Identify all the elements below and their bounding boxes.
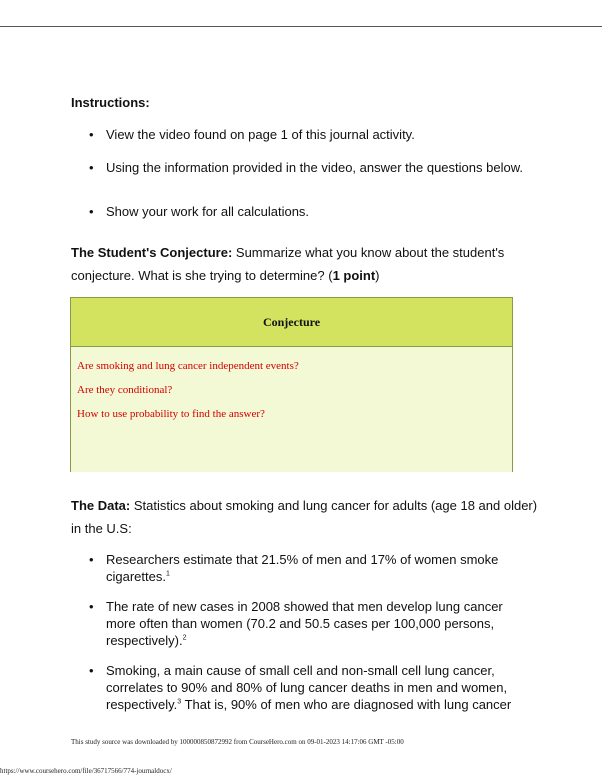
conjecture-table — [70, 297, 513, 472]
instruction-item: • View the video found on page 1 of this journal activity. — [106, 126, 526, 143]
footnote-marker: 3 — [177, 698, 182, 706]
data-item: • The rate of new cases in 2008 showed that men develop lung cancer more often than women (70.2 and 50.5 cases per 100,000 persons, respectively).$^2$ — [106, 598, 526, 649]
conjecture-answer-line: How to use probability to find the answer? — [77, 408, 265, 420]
footnote-marker: 1 — [165, 570, 170, 578]
data-text: Statistics about smoking and lung cancer for adults (age 18 and older) in the U.S: — [71, 498, 538, 536]
conjecture-answer-line: Are smoking and lung cancer independent events? — [77, 360, 299, 372]
conjecture-closing: ) — [375, 268, 380, 283]
footnote-marker: 2 — [182, 634, 187, 642]
download-source-note: This study source was downloaded by 100000850872992 from CourseHero.com on 09-01-2023 14:17:06 GMT -05:00 — [71, 738, 404, 746]
conjecture-prompt — [71, 241, 541, 287]
instruction-item: • Show your work for all calculations. — [106, 203, 526, 220]
top-divider — [0, 26, 602, 27]
source-url[interactable]: https://www.coursehero.com/file/36717566/774-journaldocx/ — [0, 767, 172, 775]
conjecture-text: Summarize what you know about the student's conjecture. What is she trying to determine? ( — [71, 245, 505, 283]
data-item: • Smoking, a main cause of small cell and non-small cell lung cancer, correlates to 90% and 80% of lung cancer deaths in men and women, respectively.$^3$ That is, 90% of men who are diagnosed with lung cancer — [106, 662, 526, 713]
data-label: The Data: — [71, 498, 131, 513]
conjecture-table-header: Conjecture — [71, 298, 512, 347]
data-prompt — [71, 494, 541, 540]
conjecture-points: 1 point — [332, 268, 376, 283]
data-item: • Researchers estimate that 21.5% of men and 17% of women smoke cigarettes.$^1$ — [106, 551, 526, 585]
conjecture-answer-cell[interactable] — [71, 347, 512, 472]
instruction-item: • Using the information provided in the video, answer the questions below. — [106, 159, 526, 176]
instructions-heading: Instructions: — [71, 95, 150, 110]
conjecture-label: The Student's Conjecture: — [71, 245, 233, 260]
conjecture-answer-line: Are they conditional? — [77, 384, 173, 396]
